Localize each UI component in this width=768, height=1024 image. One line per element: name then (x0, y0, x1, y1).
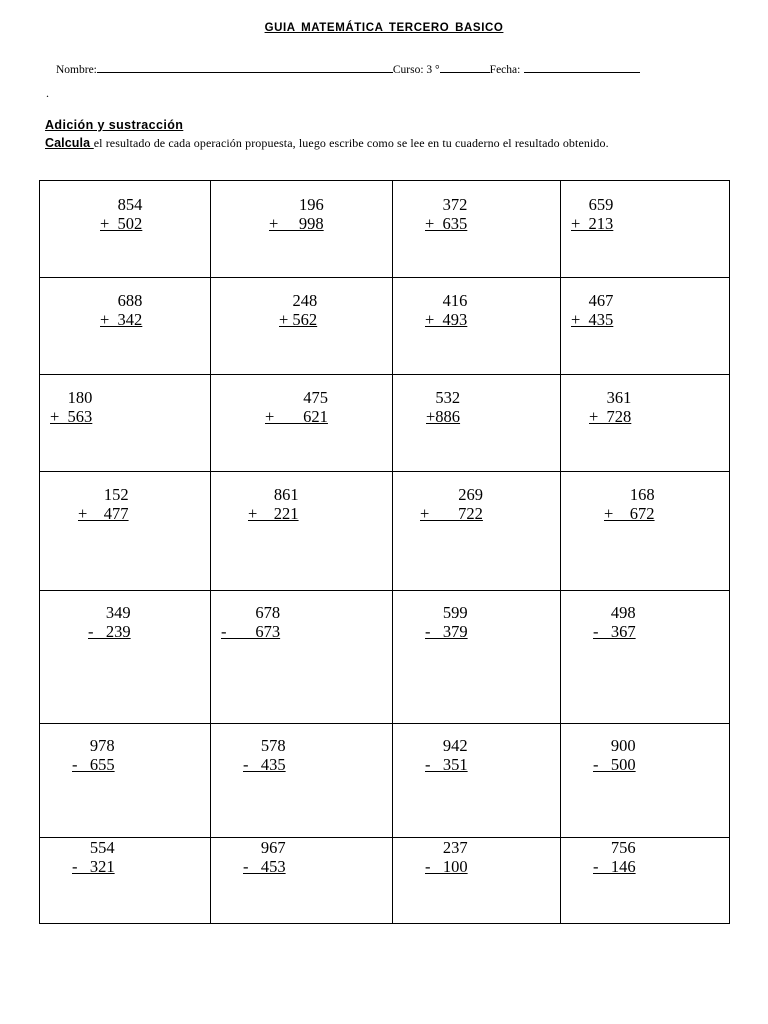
operation-cell[interactable] (40, 278, 211, 375)
operation: 372 + 635 (425, 195, 468, 233)
stray-dot: . (46, 86, 49, 100)
operation-cell[interactable] (393, 278, 561, 375)
worksheet-title: GUIA MATEMÁTICA TERCERO BASICO (264, 22, 504, 34)
curso-label: Curso: 3 ° (392, 64, 440, 76)
operation: 349 - 239 (88, 603, 131, 641)
nombre-field[interactable] (97, 61, 393, 73)
operation-cell[interactable] (40, 472, 211, 591)
operation-cell[interactable] (561, 591, 730, 724)
operation: 756 - 146 (593, 838, 636, 876)
operation: 942 - 351 (425, 736, 468, 774)
operation: 237 - 100 (425, 838, 468, 876)
operation: 248 + 562 (279, 291, 318, 329)
operation-cell[interactable] (40, 375, 211, 472)
operation-cell[interactable] (561, 724, 730, 838)
curso-field[interactable] (440, 61, 490, 73)
operation-cell[interactable] (40, 591, 211, 724)
operation: 180 + 563 (50, 388, 93, 426)
operation: 978 - 655 (72, 736, 115, 774)
instruction-body: el resultado de cada operación propuesta, luego escribe como se lee en tu cuaderno el resultado obtenido. (93, 136, 609, 150)
nombre-label: Nombre: (56, 64, 97, 76)
operation-cell[interactable] (211, 591, 393, 724)
operation: 152 + 477 (78, 485, 129, 523)
student-info-line (56, 61, 640, 76)
operation-cell[interactable] (561, 838, 730, 924)
operation-cell[interactable] (211, 375, 393, 472)
operation-cell[interactable] (393, 591, 561, 724)
operation-cell[interactable] (561, 181, 730, 278)
operation-cell[interactable] (393, 472, 561, 591)
operation-cell[interactable] (561, 278, 730, 375)
operation: 967 - 453 (243, 838, 286, 876)
operation: 168 + 672 (604, 485, 655, 523)
operation-cell[interactable] (393, 838, 561, 924)
instruction-text (45, 135, 725, 151)
operation: 554 - 321 (72, 838, 115, 876)
operation: 467 + 435 (571, 291, 614, 329)
operation-cell[interactable] (211, 472, 393, 591)
operation: 578 - 435 (243, 736, 286, 774)
operation-cell[interactable] (40, 724, 211, 838)
operation: 861 + 221 (248, 485, 299, 523)
section-title: Adición y sustracción (45, 118, 184, 132)
operation-cell[interactable] (211, 278, 393, 375)
operation-cell[interactable] (393, 724, 561, 838)
operations-grid (39, 180, 730, 924)
operation-cell[interactable] (40, 181, 211, 278)
operation-cell[interactable] (211, 838, 393, 924)
operation: 196 + 998 (269, 195, 324, 233)
operation-cell[interactable] (561, 375, 730, 472)
operation: 854 + 502 (100, 195, 143, 233)
operation: 599 - 379 (425, 603, 468, 641)
operation-cell[interactable] (40, 838, 211, 924)
operation: 361 + 728 (589, 388, 632, 426)
operation-cell[interactable] (561, 472, 730, 591)
operation: 269 + 722 (420, 485, 483, 523)
operation: 475 + 621 (265, 388, 328, 426)
operation: 900 - 500 (593, 736, 636, 774)
operation: 498 - 367 (593, 603, 636, 641)
operation-cell[interactable] (393, 375, 561, 472)
operation: 659 + 213 (571, 195, 614, 233)
operation-cell[interactable] (211, 181, 393, 278)
operation: 688 + 342 (100, 291, 143, 329)
operation: 416 + 493 (425, 291, 468, 329)
operation: 678 - 673 (221, 603, 281, 641)
operation: 532 +886 (426, 388, 461, 426)
fecha-field[interactable] (524, 61, 640, 73)
fecha-label: Fecha: (489, 64, 521, 76)
operation-cell[interactable] (393, 181, 561, 278)
operation-cell[interactable] (211, 724, 393, 838)
instruction-verb: Calcula (45, 136, 94, 150)
